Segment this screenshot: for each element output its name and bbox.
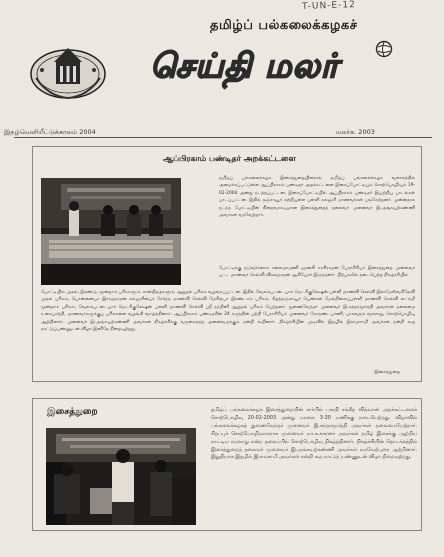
speaker-photo-image	[46, 428, 196, 525]
article-heading: ஆப்பிரகாம் பண்டிதர் அறக்கட்டளை	[163, 154, 296, 163]
article-text-column: தமிழ்ப் பல்கலைக்கழக இசைத்துறையின் சார்பில் பாரதி சங்கீத வித்வான் அறக்கட்டளைச் சொற்பொழிவு 20-02-2003 அன்று மாலை 3-30 மணிக்கு நடைபெற்றது. விழாவில் பல்கலைக்கழகத் துணைவேந்தர் முனைவர் இ.சுந்தரமூர்த்தி அவர்கள் தலைமையேற்றார். சிறப்புச் சொற்பொழிவாளராக முனைவர் மா.சு.சுசரனா அவர்கள் தமிழ் இசைக்கு ஆற்றிய நாட்டிய வரலாறு என்ற தலைப்பில் சொற்பொழிவு நிகழ்த்தினார். நிகழ்ச்சியின் தொடக்கத்தில் இசைத்துறைத் தலைவர் முனைவர் இ.அங்கயற்கண்ணி அவர்கள் வரவேற்புரை ஆற்றினார். இறுதியாக இதழில் இராமசாமி அவர்கள் நன்றி கூற நாட்டுப்பண்ணுடன் விழா நிறைவுற்றது.	[211, 407, 417, 461]
article-abraham-pandithar	[32, 146, 422, 382]
masthead-divider	[14, 137, 432, 138]
article-text-column-continued: போட்டிக்கு நடுவர்களாக கலைமாமணி ஜானகி காசிராமன் பேராசிரியர் இசைத்துறை முனைவர் பட்ட மாணவர் செல்வி விசுவநாதன் ஆகியோர் இருந்தனர். பிற்பகலில் நடைபெற்ற நிகழ்ச்சியில்	[219, 266, 415, 279]
article-music-department	[32, 398, 422, 531]
university-name: தமிழ்ப் பல்கலைக்கழகச்	[210, 18, 358, 33]
university-emblem-icon	[28, 38, 108, 102]
article-body-text: போட்டியில் முதல், இரண்டு, மூன்றாம் பரிசுகளும், சான்றிதழ்களும், ஆறுதல் பரிசும் வழங்கப்பட்டன. இதில் வேலம்பட்டையார் மெட்ரிகுலேஷன் பள்ளி மாணவி செல்வி இராமேஸ்வரிதேவி முதல் பரிசும், பொன்னையா இராமநாதன் கல்லூரியைச் சேர்ந்த மாணவி செல்வி மேரிரூபா இரண்டாம் பரிசும், கீழ்த்தஞ்சாவூர் பெண்கள் மேல்நிலைப்பள்ளி மாணவி செல்வி லட்சுமி மூன்றாம் பரிசும், வேலம்பட்டையார் மெட்ரிகுலேஷன் பள்ளி மாணவி செல்வி ஸ்ரீ நந்தினி ஆறுதல் பரிசும் பெற்றனர். துணைவேந்தர் முனைவர் இ.சுந்தரமூர்த்தி அவர்கள் தலைமை உரையாற்றி, மாணவர்களுக்குப் பரிசுகளை வழங்கி வாழ்த்தினார். ஆப்பிரகாம் பண்டிதரின் 24 கருத்தின் பற்றி பேராசிரியர் முனைவர் கோதண்டபாணி, பாகவதம் வரலாறு, சொற்பொழிவு ஆற்றினார். முனைவர் இ.அங்கயற்கண்ணி அவர்கள் நிகழ்ச்சிக்கு வருகைதந்த அனைவருக்கும் நன்றி கூறினார். நிகழ்ச்சியின் முடிவில் இதழில் இராமசாமி அவர்கள் நன்றி கூற நாட்டுப்பண்ணுடன் விழா இனிதே நிறைவுற்றது.	[41, 290, 415, 333]
title-text: செய்தி மலர்	[150, 46, 339, 85]
masthead	[10, 12, 434, 122]
newsletter-title	[142, 40, 422, 100]
issue-number: மலர்க. 2003	[336, 128, 375, 136]
article-text-column: தமிழ்ப் பல்கலைக்கழக இசைத்துறையினரால் தமிழ்ப் பல்கலைக்கழக வளாகத்தில் அமைக்கப்பட்டுள்ள ஆப்பிரகாம் பண்டிதர் அறக்கட்டளை இசைப்போட்டியும் சொற்பொழிவும் 19-02-2004 அன்று நடத்தப்பட்டன. இசைப்போட்டியில் ஆப்பிரகாம் பண்டிதர் இயற்றிய பாடல்கள் பாடப்பட்டன. இதில் தஞ்சாவூர் சுற்றியுள்ள பள்ளி கல்லூரி மாணவர்கள் பங்கேற்றனர். முன்னதாக நடந்த போட்டியின் நிறைவாகவுமான இசைத்துறைத் தலைவர் முனைவர் இ.அங்கயற்கண்ணி அவர்கள் வரவேற்றார்.	[219, 176, 415, 219]
article-heading: இசைத்துறை	[47, 407, 98, 417]
stage-photo-image	[41, 178, 181, 285]
event-photo-stage	[41, 178, 181, 285]
conch-ornament-icon	[375, 40, 393, 58]
issue-period: இதழ்வெளியீட்டுக்காலம் 2004	[4, 128, 96, 136]
event-photo-speaker	[46, 428, 196, 525]
article-signature: -இசைத்துறை	[373, 370, 400, 375]
handwritten-note: T-UN-E-12	[301, 0, 357, 12]
